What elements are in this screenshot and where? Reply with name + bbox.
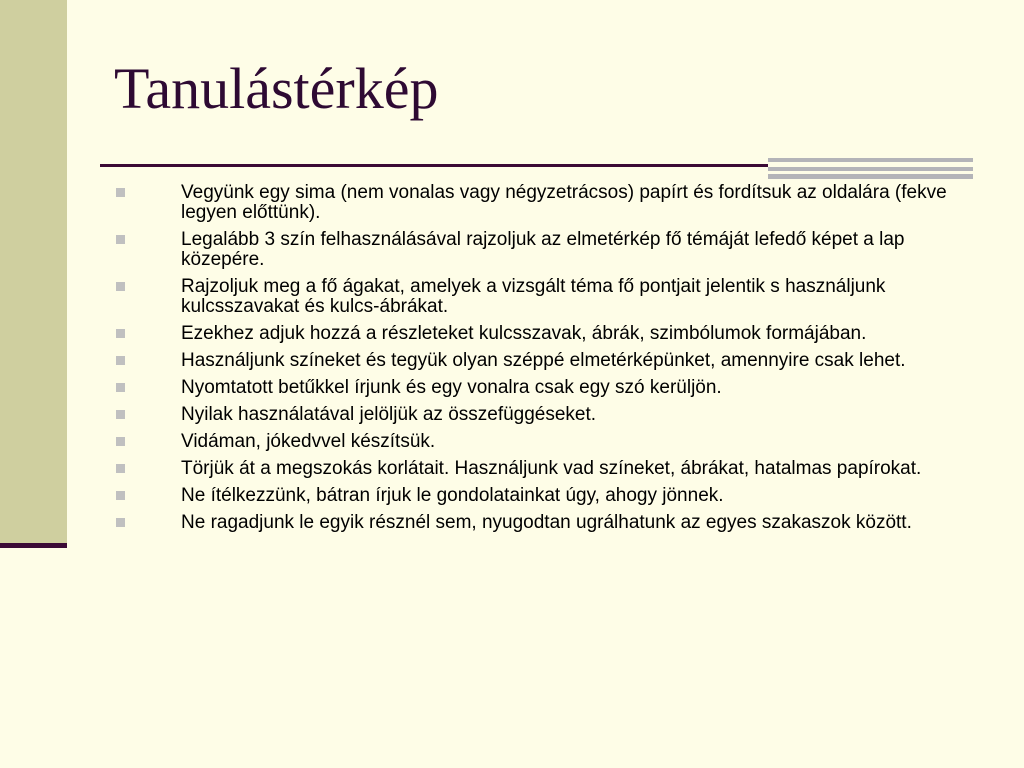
square-bullet-icon bbox=[116, 491, 125, 500]
bullet-item bbox=[113, 277, 973, 317]
bullet-text: Vidáman, jókedvvel készítsük. bbox=[181, 431, 436, 452]
bullet-item bbox=[113, 432, 973, 452]
left-decorative-band bbox=[0, 0, 67, 545]
title-divider-line bbox=[100, 164, 768, 167]
bullet-text: Legalább 3 szín felhasználásával rajzoljuk az elmetérkép fő témáját lefedő képet a lap közepére. bbox=[181, 229, 905, 270]
bullet-item bbox=[113, 183, 973, 223]
bullet-text: Rajzoljuk meg a fő ágakat, amelyek a vizsgált téma fő pontjait jelentik s használjunk kulcsszavakat és kulcs-ábrákat. bbox=[181, 276, 886, 317]
square-bullet-icon bbox=[116, 235, 125, 244]
square-bullet-icon bbox=[116, 437, 125, 446]
bullet-text: Nyomtatott betűkkel írjunk és egy vonalra csak egy szó kerüljön. bbox=[181, 377, 722, 398]
bullet-text: Ne ítélkezzünk, bátran írjuk le gondolatainkat úgy, ahogy jönnek. bbox=[181, 485, 724, 506]
square-bullet-icon bbox=[116, 518, 125, 527]
square-bullet-icon bbox=[116, 410, 125, 419]
square-bullet-icon bbox=[116, 188, 125, 197]
bullet-item bbox=[113, 459, 973, 479]
bullet-text: Ezekhez adjuk hozzá a részleteket kulcsszavak, ábrák, szimbólumok formájában. bbox=[181, 323, 867, 344]
bullet-item bbox=[113, 351, 973, 371]
bullet-item bbox=[113, 405, 973, 425]
bullet-text: Használjunk színeket és tegyük olyan széppé elmetérképünket, amennyire csak lehet. bbox=[181, 350, 906, 371]
decorative-gray-bar bbox=[768, 174, 973, 179]
bullet-item bbox=[113, 513, 973, 533]
bullet-text: Ne ragadjunk le egyik résznél sem, nyugodtan ugrálhatunk az egyes szakaszok között. bbox=[181, 512, 912, 533]
square-bullet-icon bbox=[116, 356, 125, 365]
bullet-text: Nyilak használatával jelöljük az összefüggéseket. bbox=[181, 404, 597, 425]
slide-title: Tanulástérkép bbox=[114, 56, 439, 121]
decorative-gray-bar bbox=[768, 158, 973, 162]
bullet-item bbox=[113, 378, 973, 398]
bullet-list bbox=[113, 183, 973, 540]
bullet-item bbox=[113, 324, 973, 344]
bullet-text: Törjük át a megszokás korlátait. Használjunk vad színeket, ábrákat, hatalmas papírokat. bbox=[181, 458, 922, 479]
bullet-text: Vegyünk egy sima (nem vonalas vagy négyzetrácsos) papírt és fordítsuk az oldalára (fekve legyen előttünk). bbox=[181, 182, 947, 223]
decorative-gray-bar bbox=[768, 167, 973, 171]
square-bullet-icon bbox=[116, 329, 125, 338]
bullet-item bbox=[113, 230, 973, 270]
square-bullet-icon bbox=[116, 383, 125, 392]
bullet-item bbox=[113, 486, 973, 506]
left-band-underline bbox=[0, 543, 67, 548]
square-bullet-icon bbox=[116, 282, 125, 291]
square-bullet-icon bbox=[116, 464, 125, 473]
